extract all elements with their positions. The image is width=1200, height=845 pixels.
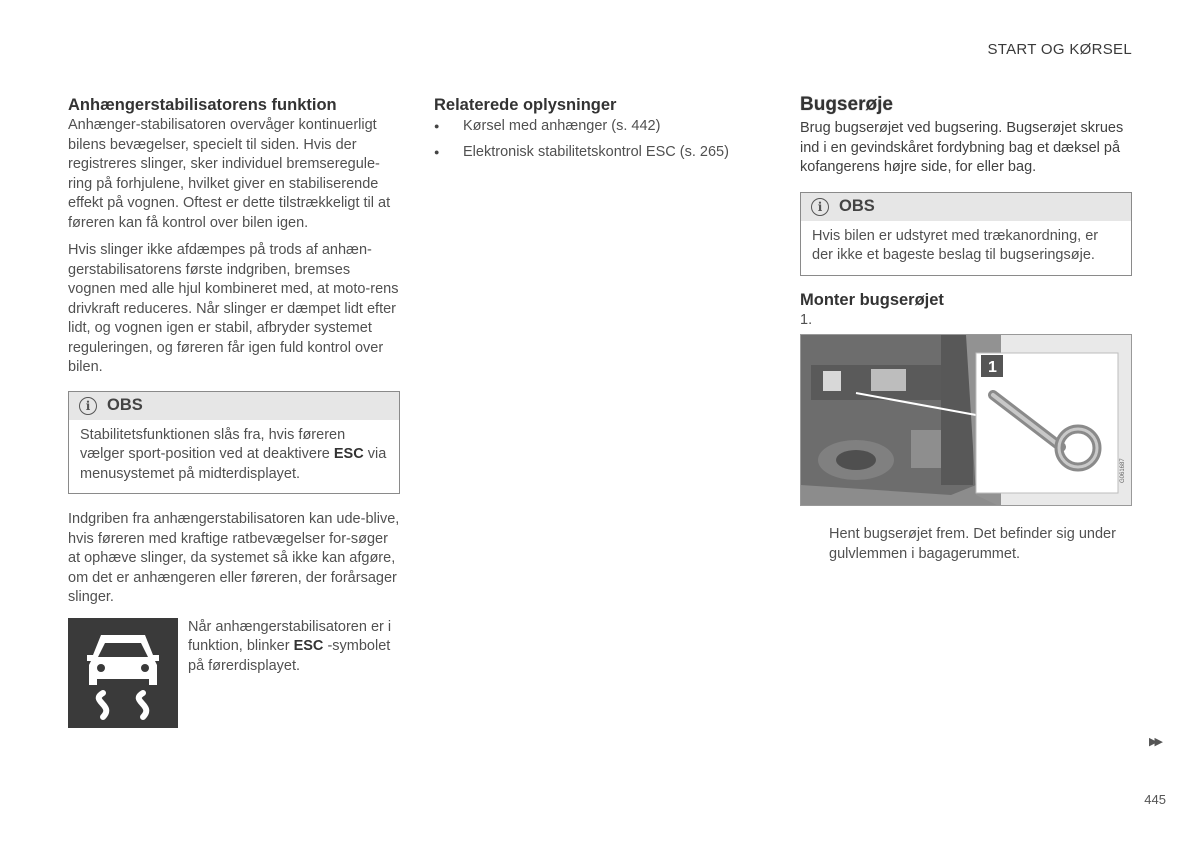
esc-keyword: ESC: [333, 446, 364, 462]
step-number: 1.: [800, 311, 813, 328]
subsection-title: Monter bugserøjet: [800, 290, 944, 309]
section-related-info: [434, 96, 764, 168]
symbol-description: Når anhængerstabilisatoren er i funktion, blinker ESC -symbolet på førerdisplayet.: [188, 618, 392, 674]
towing-eye-figure: [800, 334, 1132, 506]
obs-text: Hvis bilen er udstyret med trækanordning, er der ikke et bageste beslag til bugseringsøje.: [812, 227, 1099, 263]
section-header: START OG KØRSEL: [987, 41, 1132, 58]
figure-callout-1: 1: [988, 359, 997, 376]
obs-label: OBS: [839, 197, 875, 215]
info-icon: i: [79, 397, 97, 415]
info-icon: i: [811, 198, 829, 216]
related-link-esc[interactable]: ● Elektronisk stabilitetskontrol ESC (s. 265): [434, 143, 764, 163]
section-title: Relaterede oplysninger: [434, 96, 617, 114]
continue-arrow-icon: ▶▶: [1149, 736, 1160, 748]
obs-note-box: [68, 391, 400, 495]
page-number: 445: [1144, 792, 1166, 807]
symbol-row: [68, 618, 400, 728]
section-towing-eye: [800, 94, 1132, 564]
paragraph: Hvis slinger ikke afdæmpes på trods af anhæn-gerstabilisatorens første indgriben, bremses vognen med alle hjul kombineret med, at moto-rens drivkraft reduceres. Når slinger er dæmpet lidt efter lidt, og vognen igen er stabil, afbryder systemet reguleringen, og føreren får igen fuld kontrol over bilen.: [68, 242, 399, 375]
paragraph: Indgriben fra anhængerstabilisatoren kan ude-blive, hvis føreren med kraftige ratbevægelser for-søger at ophæve slinger, da systemet så ikke kan afgøre, om det er anhængeren eller føreren, der forårsager slinger.: [68, 511, 400, 605]
esc-slip-symbol-icon: [68, 618, 178, 728]
obs-header: [801, 193, 1131, 221]
paragraph: Brug bugserøjet ved bugsering. Bugserøjet skrues ind i en gevindskåret fordybning bag et dæksel på kofangerens højre side, for eller bag.: [800, 120, 1124, 175]
obs-header: [69, 392, 399, 420]
esc-keyword: ESC: [293, 638, 324, 654]
trunk-illustration: [801, 335, 1132, 506]
section-trailer-stability: [68, 96, 400, 728]
related-links-list: [434, 117, 764, 162]
section-title: Bugserøje: [800, 94, 893, 115]
obs-label: OBS: [107, 396, 143, 414]
obs-text: Stabilitetsfunktionen slås fra, hvis føreren vælger sport-position ved at deaktivere ESC via menusystemet på midterdisplayet.: [80, 426, 387, 482]
obs-note-box: [800, 192, 1132, 276]
step-text: Hent bugserøjet frem. Det befinder sig under gulvlemmen i bagagerummet.: [829, 526, 1116, 562]
figure-code: G061687: [1120, 458, 1126, 483]
related-link-trailer-driving[interactable]: ● Kørsel med anhænger (s. 442): [434, 117, 764, 137]
paragraph: Anhænger-stabilisatoren overvåger kontinuerligt bilens bevægelser, specielt til siden. Hvis der registreres slinger, sker individuel bremseregule-ring på forhjulene, hvilket giver en stabiliserende effekt på vognen. Oftest er dette tilstrækkeligt til at føreren kan få kontrol over bilen igen.: [68, 117, 391, 231]
section-title: Anhængerstabilisatorens funktion: [68, 96, 337, 114]
